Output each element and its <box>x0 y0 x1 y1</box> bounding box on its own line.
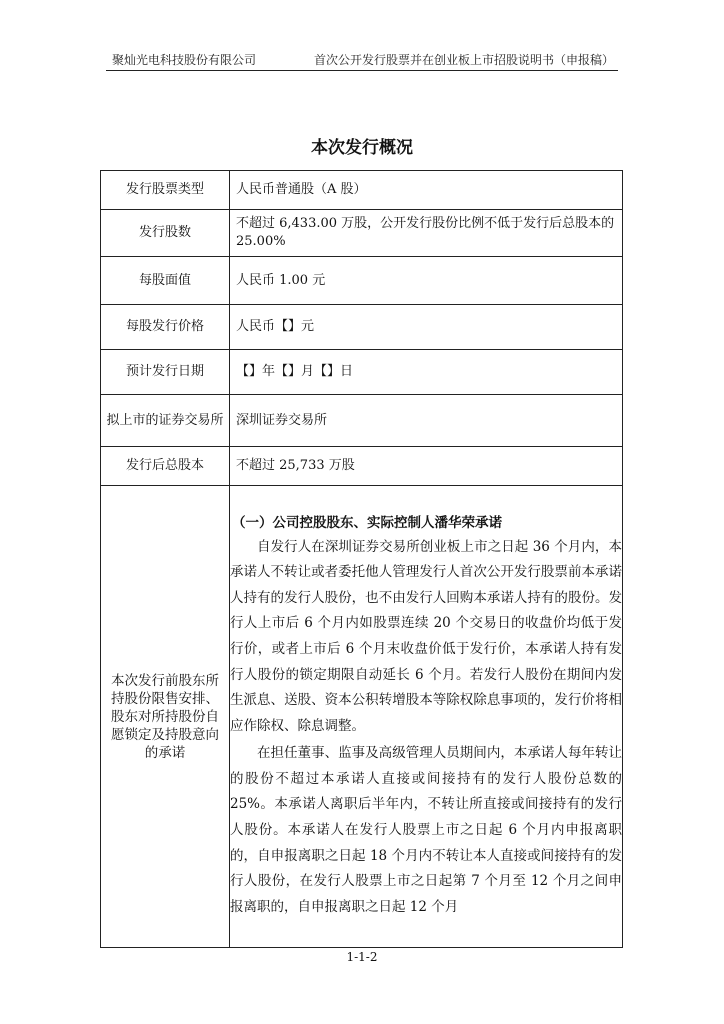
row-label: 预计发行日期 <box>101 350 230 395</box>
table-row <box>101 447 623 486</box>
header-company: 聚灿光电科技股份有限公司 <box>112 53 257 67</box>
row-label: 拟上市的证券交易所 <box>101 395 230 447</box>
row-value: 人民币 1.00 元 <box>230 257 623 305</box>
row-label: 发行股票类型 <box>101 171 230 210</box>
row-label: 每股面值 <box>101 257 230 305</box>
row-value: 深圳证券交易所 <box>230 395 623 447</box>
page-header <box>106 50 618 71</box>
page-title: 本次发行概况 <box>311 138 413 158</box>
row-label: 每股发行价格 <box>101 305 230 350</box>
lockup-paragraph: 自发行人在深圳证券交易所创业板上市之日起 36 个月内，本承诺人不转让或者委托他人管理发行人首次公开发行股票前本承诺人持有的发行人股份，也不由发行人回购本承诺人持有的股份。发行人上市后 6 个月内如股票连续 20 个交易日的收盘价均低于发行价，或者上市后 6 个月末收盘价低于发行价，本承诺人持有发行人股份的锁定期限自动延长 6 个月。若发行人股份在期间内发生派息、送股、资本公积转增股本等除权除息事项的，发行价将相应作除权、除息调整。 <box>230 538 622 734</box>
table-row <box>101 210 623 257</box>
row-label: 发行股数 <box>101 210 230 257</box>
row-value: 人民币【】元 <box>230 305 623 350</box>
table-row-lockup <box>101 486 623 948</box>
lockup-label: 本次发行前股东所持股份限售安排、股东对所持股份自愿锁定及持股意向的承诺 <box>101 486 230 948</box>
table-row <box>101 257 623 305</box>
header-doc-title: 首次公开发行股票并在创业板上市招股说明书（申报稿） <box>313 53 614 67</box>
table-row <box>101 171 623 210</box>
row-value: 人民币普通股（A 股） <box>230 171 623 210</box>
table-row <box>101 350 623 395</box>
row-value: 不超过 25,733 万股 <box>230 447 623 486</box>
row-value: 不超过 6,433.00 万股，公开发行股份比例不低于发行后总股本的 25.00% <box>230 210 623 257</box>
lockup-content <box>230 486 623 948</box>
lockup-heading: （一）公司控股股东、实际控制人潘华荣承诺 <box>232 514 502 531</box>
table-row <box>101 395 623 447</box>
row-label: 发行后总股本 <box>101 447 230 486</box>
offering-summary-table <box>100 170 623 948</box>
lockup-paragraph: 在担任董事、监事及高级管理人员期间内，本承诺人每年转让的股份不超过本承诺人直接或间接持有的发行人股份总数的 25%。本承诺人离职后半年内，不转让所直接或间接持有的发行人股份。本承诺人在发行人股票上市之日起 6 个月内申报离职的，自申报离职之日起 18 个月内不转让本人直接或间接持有的发行人股份，在发行人股票上市之日起第 7 个月至 12 个月之间申报离职的，自申报离职之日起 12 个月 <box>230 745 622 915</box>
row-value: 【】年【】月【】日 <box>230 350 623 395</box>
table-row <box>101 305 623 350</box>
page-number: 1-1-2 <box>346 950 378 964</box>
